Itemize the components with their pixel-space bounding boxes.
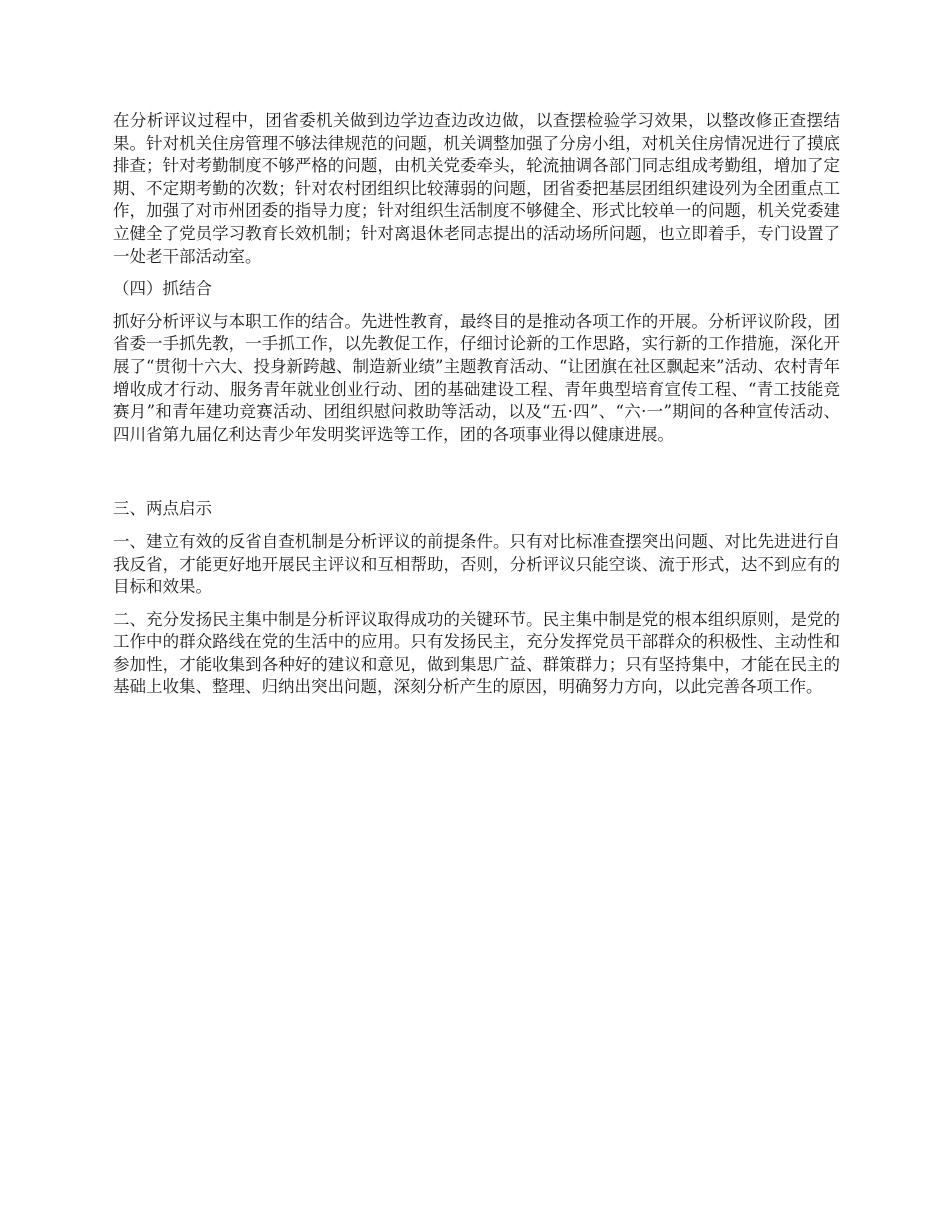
document-page [113, 110, 840, 709]
section-heading-combination: （四）抓结合 [113, 279, 212, 299]
paragraph-combination: 抓好分析评议与本职工作的结合。先进性教育，最终目的是推动各项工作的开展。分析评议阶段，团省委一手抓先教，一手抓工作，以先教促工作，仔细讨论新的工作思路，实行新的工作措施，深化开展了“贯彻十六大、投身新跨越、制造新业绩”主题教育活动、“让团旗在社区飘起来”活动、农村青年增收成才行动、服务青年就业创业行动、团的基础建设工程、青年典型培育宣传工程、“青工技能竞赛月”和青年建功竞赛活动、团组织慰问救助等活动，以及“五·四”、“六·一”期间的各种宣传活动、四川省第九届亿利达青少年发明奖评选等工作，团的各项事业得以健康进展。 [113, 311, 840, 444]
paragraph-insight-two: 二、充分发扬民主集中制是分析评议取得成功的关键环节。民主集中制是党的根本组织原则，是党的工作中的群众路线在党的生活中的应用。只有发扬民主，充分发挥党员干部群众的积极性、主动性和参加性，才能收集到各种好的建议和意见，做到集思广益、群策群力；只有坚持集中，才能在民主的基础上收集、整理、归纳出突出问题，深刻分析产生的原因，明确努力方向，以此完善各项工作。 [113, 609, 840, 697]
paragraph-insight-one: 一、建立有效的反省自查机制是分析评议的前提条件。只有对比标准查摆突出问题、对比先进进行自我反省，才能更好地开展民主评议和互相帮助，否则，分析评议只能空谈、流于形式，达不到应有的目标和效果。 [113, 531, 840, 597]
section-gap [113, 456, 840, 498]
paragraph-analysis-process: 在分析评议过程中，团省委机关做到边学边查边改边做，以查摆检验学习效果，以整改修正查摆结果。针对机关住房管理不够法律规范的问题，机关调整加强了分房小组，对机关住房情况进行了摸底排查；针对考勤制度不够严格的问题，由机关党委牵头，轮流抽调各部门同志组成考勤组，增加了定期、不定期考勤的次数；针对农村团组织比较薄弱的问题，团省委把基层团组织建设列为全团重点工作，加强了对市州团委的指导力度；针对组织生活制度不够健全、形式比较单一的问题，机关党委建立健全了党员学习教育长效机制；针对离退休老同志提出的活动场所问题，也立即着手，专门设置了一处老干部活动室。 [113, 111, 840, 266]
section-heading-insights: 三、两点启示 [113, 499, 212, 519]
